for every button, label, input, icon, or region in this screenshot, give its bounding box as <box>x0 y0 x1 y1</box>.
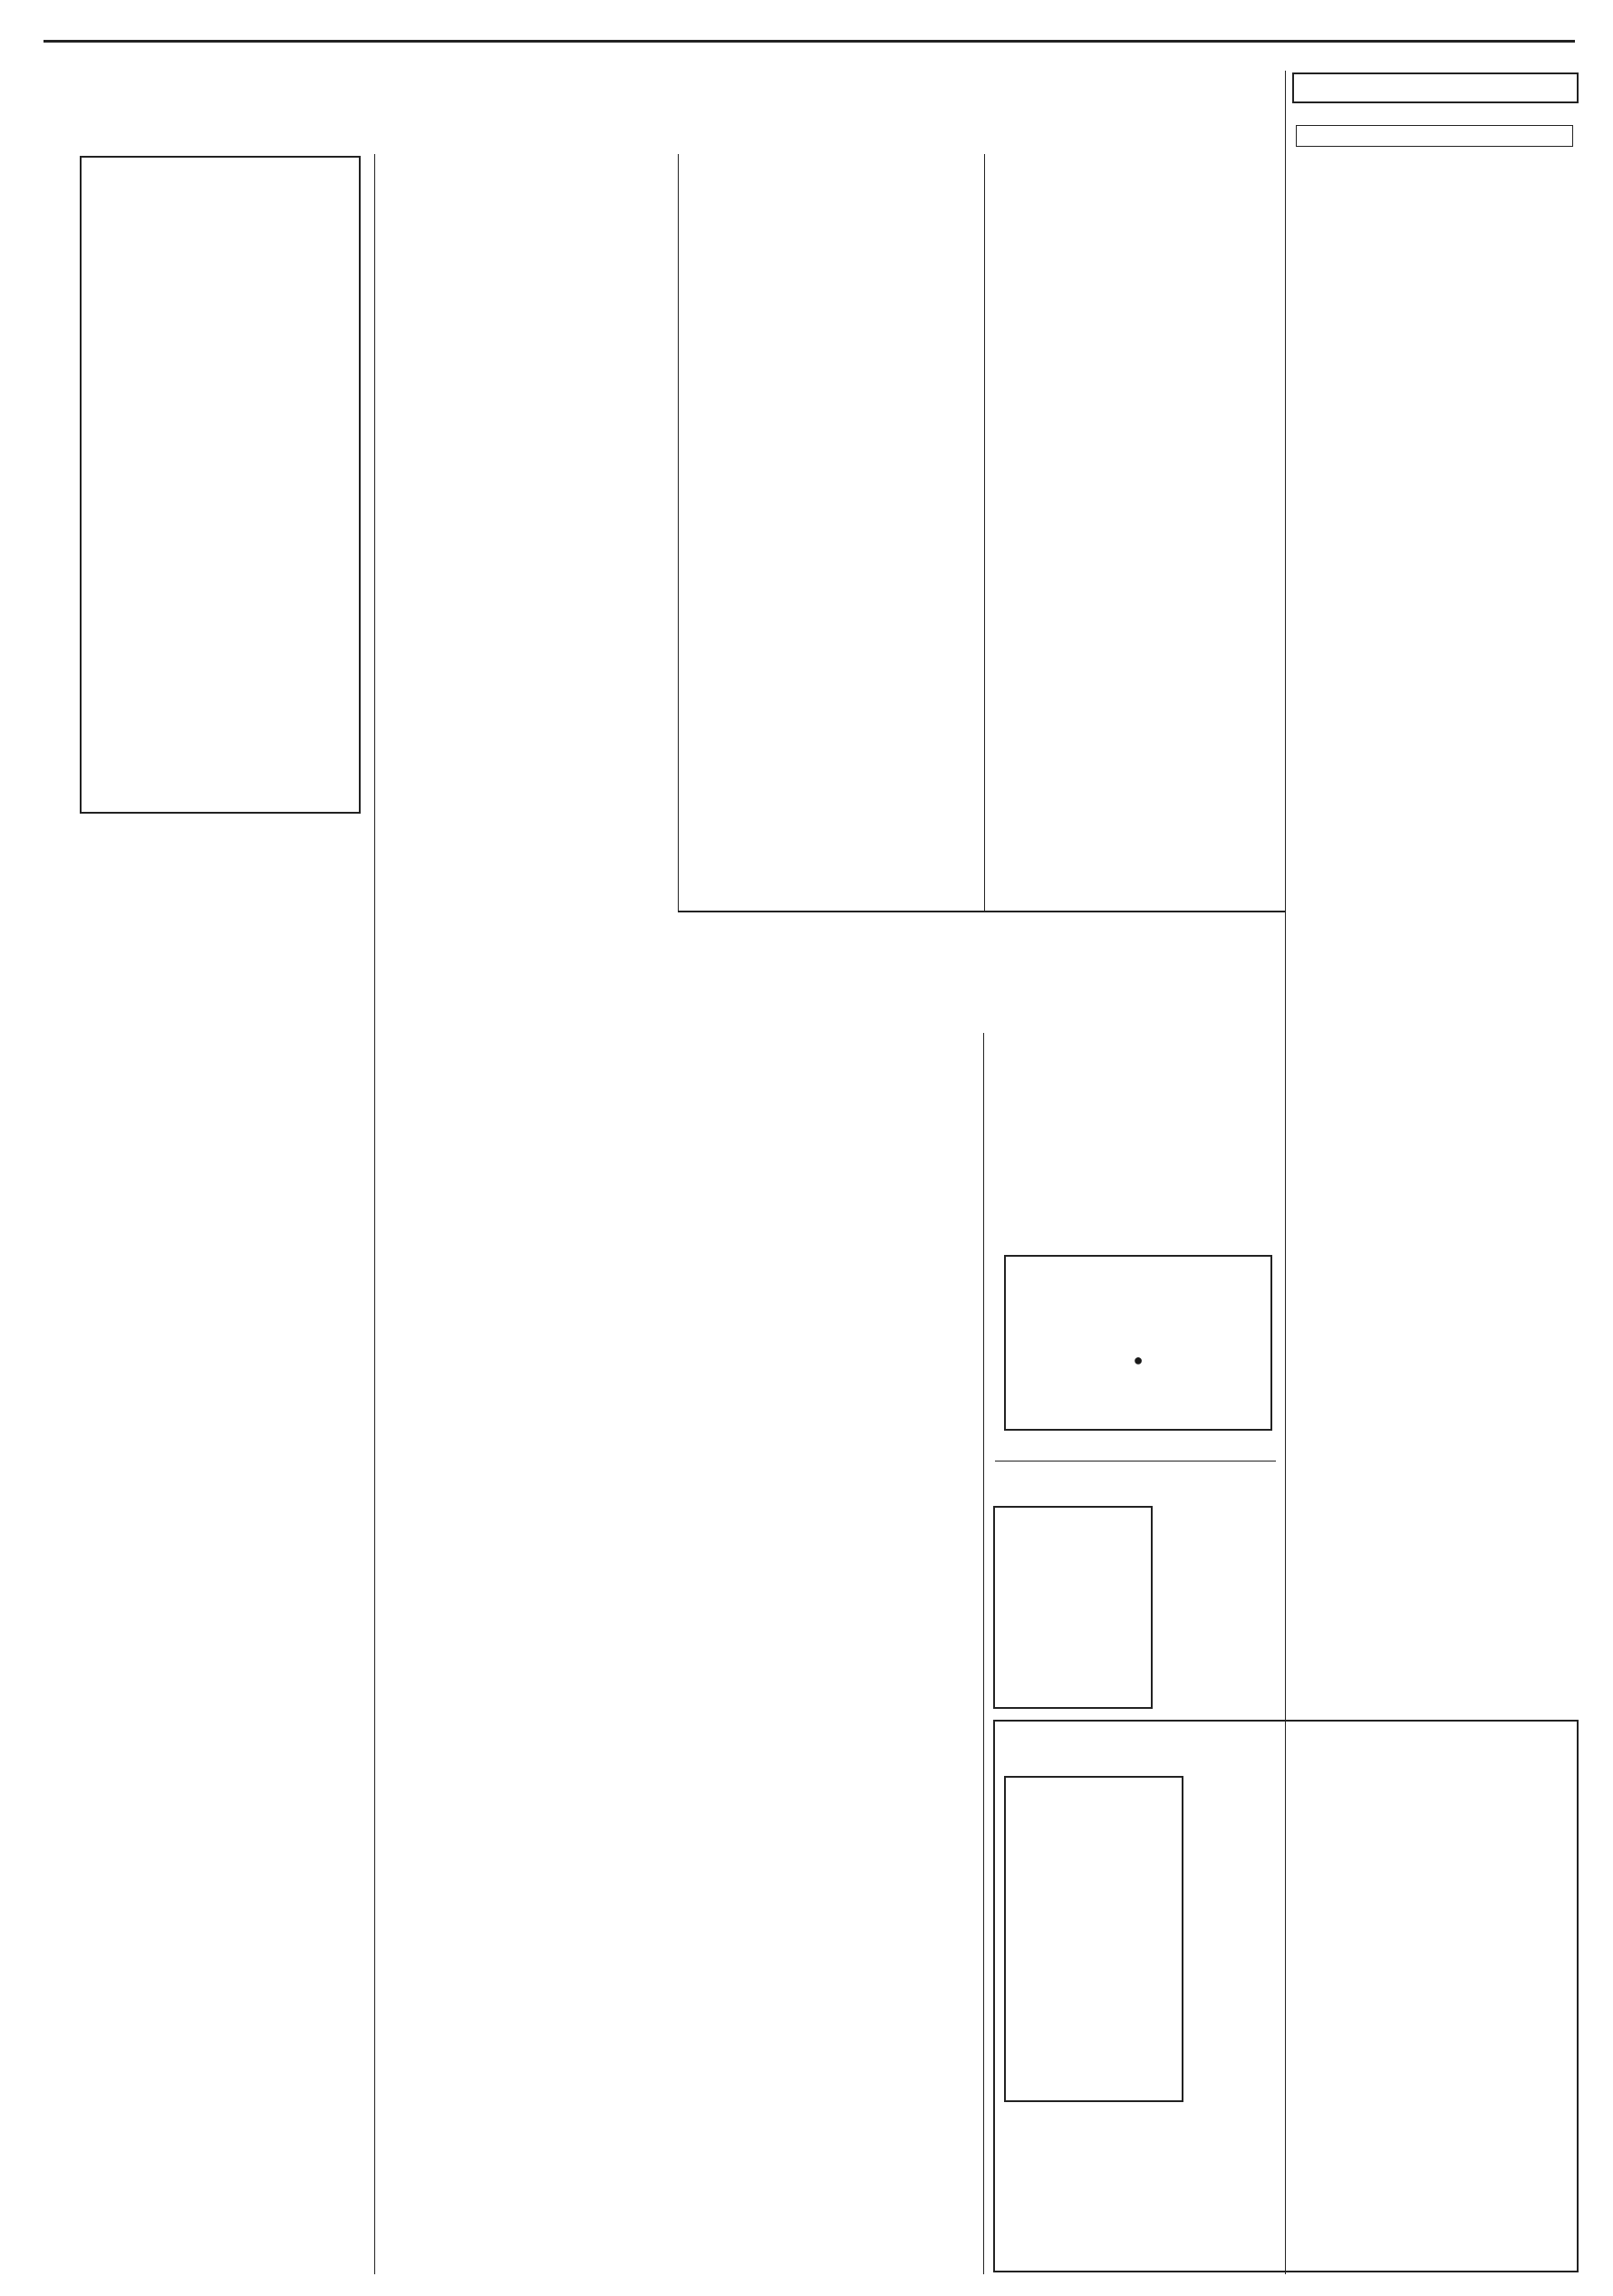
monitori-title <box>681 950 1280 1024</box>
section-rule <box>678 911 1285 912</box>
column-3 <box>686 154 978 906</box>
column-2 <box>382 154 671 2274</box>
column-4 <box>992 154 1279 906</box>
monitori-left <box>687 1033 975 2274</box>
brands <box>1011 2010 1564 2037</box>
column-rule <box>984 154 985 911</box>
right-column <box>1296 109 1573 1468</box>
aice-title <box>992 167 1279 207</box>
ad-milesi <box>993 1506 1153 1709</box>
column-rule <box>678 154 679 911</box>
masthead-rule <box>43 40 1575 43</box>
column-1 <box>67 826 362 2276</box>
avvisi-header <box>1292 72 1579 103</box>
rule <box>995 1461 1276 1462</box>
necrology <box>1296 1593 1573 1716</box>
servez-box <box>80 156 361 814</box>
column-rule <box>983 1033 984 2274</box>
redazione-box <box>1296 125 1573 147</box>
column-rule <box>374 154 375 2274</box>
ad-pettinatrice <box>1004 1255 1272 1431</box>
bullet-icon: ● <box>1133 1351 1144 1369</box>
monitori-right <box>991 1033 1280 1241</box>
ad-orologeria <box>993 1720 1579 2272</box>
borno-intro <box>1004 1776 1183 2102</box>
